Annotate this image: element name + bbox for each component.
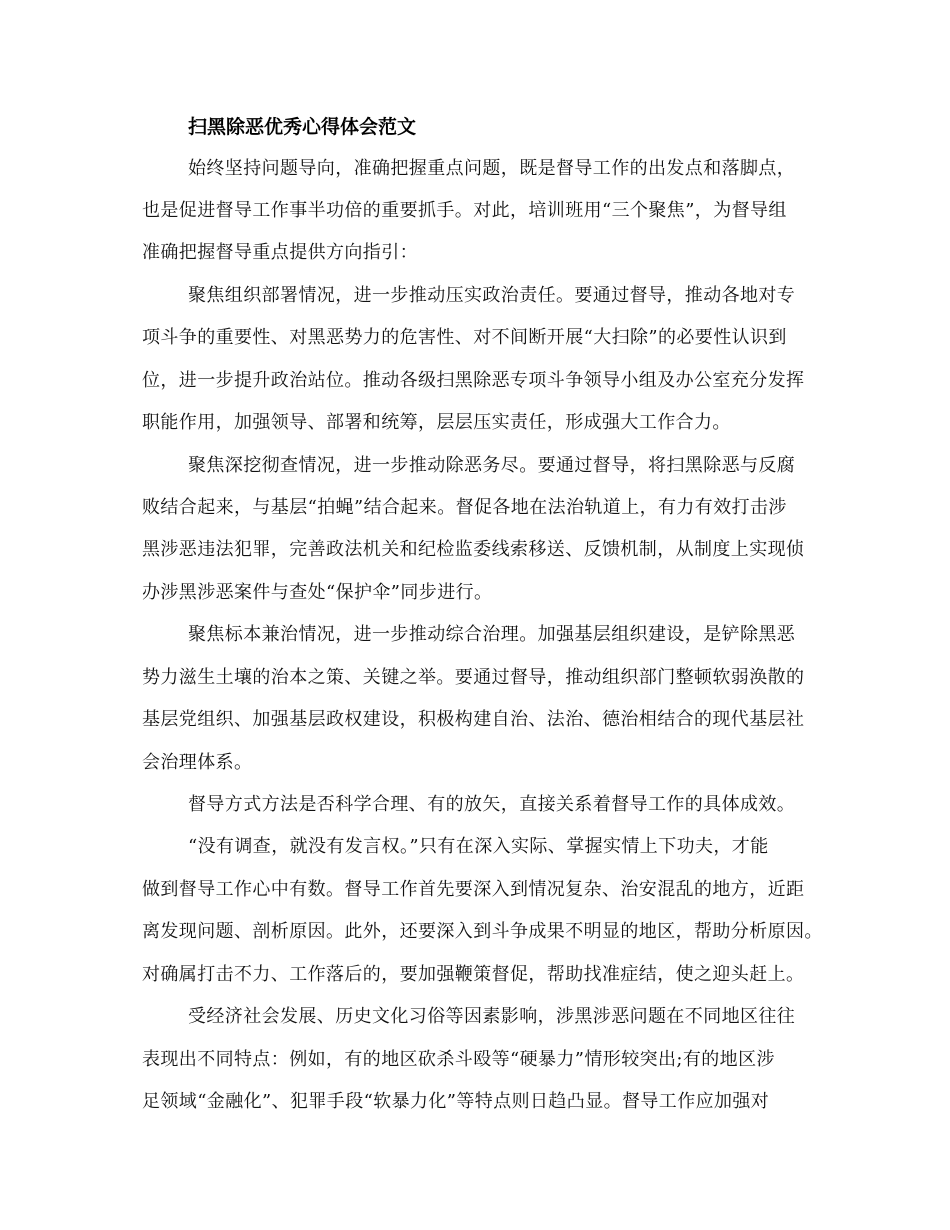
paragraph-line: 督导方式方法是否科学合理、有的放矢，直接关系着督导工作的具体成效。 (188, 794, 796, 815)
paragraph-line: 势力滋生土壤的治本之策、关键之举。要通过督导，推动组织部门整顿软弱涣散的 (142, 667, 805, 688)
paragraph-line: 聚焦深挖彻查情况，进一步推动除恶务尽。要通过督导，将扫黑除恶与反腐 (188, 455, 796, 476)
paragraph-line: 聚焦组织部署情况，进一步推动压实政治责任。要通过督导，推动各地对专 (188, 285, 796, 306)
paragraph-line: 始终坚持问题导向，准确把握重点问题，既是督导工作的出发点和落脚点， (188, 158, 796, 179)
paragraph-line: 做到督导工作心中有数。督导工作首先要深入到情况复杂、治安混乱的地方，近距 (142, 879, 805, 900)
paragraph-line: 准确把握督导重点提供方向指引： (142, 242, 418, 263)
paragraph-line: 对确属打击不力、工作落后的，要加强鞭策督促，帮助找准症结，使之迎头赶上。 (142, 964, 805, 985)
paragraph-line: 职能作用，加强领导、部署和统筹，层层压实责任，形成强大工作合力。 (142, 412, 731, 433)
paragraph-line: 离发现问题、剖析原因。此外，还要深入到斗争成果不明显的地区，帮助分析原因。 (142, 921, 823, 942)
paragraph-line: 聚焦标本兼治情况，进一步推动综合治理。加强基层组织建设，是铲除黑恶 (188, 624, 796, 645)
paragraph-line: 也是促进督导工作事半功倍的重要抓手。对此，培训班用“三个聚焦”，为督导组 (142, 200, 787, 221)
paragraph-line: 表现出不同特点：例如，有的地区砍杀斗殴等“硬暴力”情形较突出;有的地区涉 (142, 1049, 775, 1070)
paragraph-line: 会治理体系。 (142, 752, 253, 773)
paragraph-line: 位，进一步提升政治站位。推动各级扫黑除恶专项斗争领导小组及办公室充分发挥 (142, 370, 805, 391)
paragraph-line: 黑涉恶违法犯罪，完善政法机关和纪检监委线索移送、反馈机制，从制度上实现侦 (142, 539, 805, 560)
paragraph-line: 办涉黑涉恶案件与查处“保护伞”同步进行。 (142, 582, 493, 603)
paragraph-line: 败结合起来，与基层“拍蝇”结合起来。督促各地在法治轨道上，有力有效打击涉 (142, 497, 787, 518)
paragraph-line: 足领域“金融化”、犯罪手段“软暴力化”等特点则日趋凸显。督导工作应加强对 (142, 1091, 770, 1112)
paragraph-line: 项斗争的重要性、对黑恶势力的危害性、对不间断开展“大扫除”的必要性认识到 (142, 327, 787, 348)
paragraph-line: 受经济社会发展、历史文化习俗等因素影响，涉黑涉恶问题在不同地区往往 (188, 1006, 796, 1027)
paragraph-line: “没有调查，就没有发言权。”只有在深入实际、掌握实情上下功夫，才能 (188, 836, 769, 857)
document-title: 扫黑除恶优秀心得体会范文 (188, 116, 417, 138)
paragraph-line: 基层党组织、加强基层政权建设，积极构建自治、法治、德治相结合的现代基层社 (142, 709, 805, 730)
